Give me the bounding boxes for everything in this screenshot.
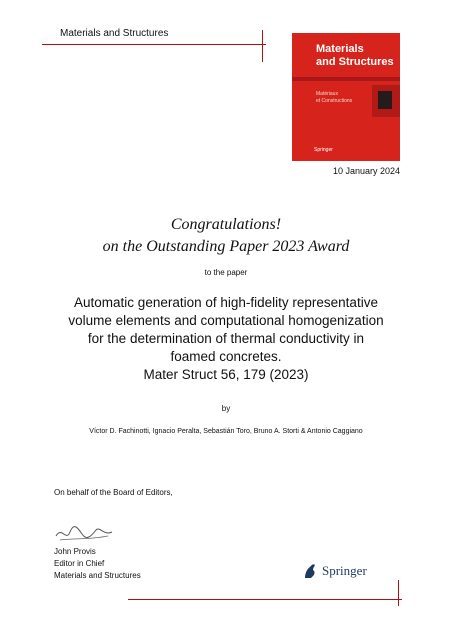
signatory xyxy=(54,546,141,582)
signer-name: John Provis xyxy=(54,547,96,556)
cover-band xyxy=(292,77,400,81)
bottom-rule-vertical xyxy=(398,580,399,606)
paper-title-line: volume elements and computational homogenization xyxy=(68,313,384,328)
journal-header: Materials and Structures xyxy=(60,28,169,39)
cover-subtitle-line-1: Matériaux xyxy=(316,91,338,97)
to-the-paper: to the paper xyxy=(204,268,248,277)
award-name-line: on the Outstanding Paper 2023 Award xyxy=(102,238,350,255)
cover-title xyxy=(316,43,400,69)
top-rule-vertical xyxy=(262,30,263,62)
paper-citation: Mater Struct 56, 179 (2023) xyxy=(143,367,309,382)
paper-title-line: foamed concretes. xyxy=(170,349,282,364)
award-heading xyxy=(0,214,452,258)
by-label: by xyxy=(221,404,231,413)
journal-cover xyxy=(292,33,400,161)
paper-title xyxy=(46,294,406,384)
bottom-rule-horizontal xyxy=(128,599,402,600)
cover-subtitle-line-2: et Constructions xyxy=(316,98,353,104)
springer-logo xyxy=(302,560,367,582)
signer-role: Editor in Chief xyxy=(54,559,105,568)
congratulations-line: Congratulations! xyxy=(170,216,282,233)
cover-title-line-1: Materials xyxy=(316,43,364,55)
paper-title-line: for the determination of thermal conductivity in xyxy=(87,331,365,346)
authors: Víctor D. Fachinotti, Ignacio Peralta, Sebastián Toro, Bruno A. Storti & Antonio Caggiano xyxy=(89,428,363,435)
springer-logo-text: Springer xyxy=(322,563,367,578)
behalf-text: On behalf of the Board of Editors, xyxy=(54,488,173,497)
cover-subtitle xyxy=(316,91,352,105)
signature-icon xyxy=(52,522,116,546)
cover-emblem-icon xyxy=(378,91,392,109)
certificate-date: 10 January 2024 xyxy=(332,166,400,176)
springer-horse-icon xyxy=(302,562,318,580)
paper-title-line: Automatic generation of high-fidelity representative xyxy=(74,295,378,310)
signer-journal: Materials and Structures xyxy=(54,571,141,580)
top-rule-horizontal xyxy=(42,44,266,45)
cover-publisher: Springer xyxy=(314,147,333,153)
cover-title-line-2: and Structures xyxy=(316,56,394,68)
